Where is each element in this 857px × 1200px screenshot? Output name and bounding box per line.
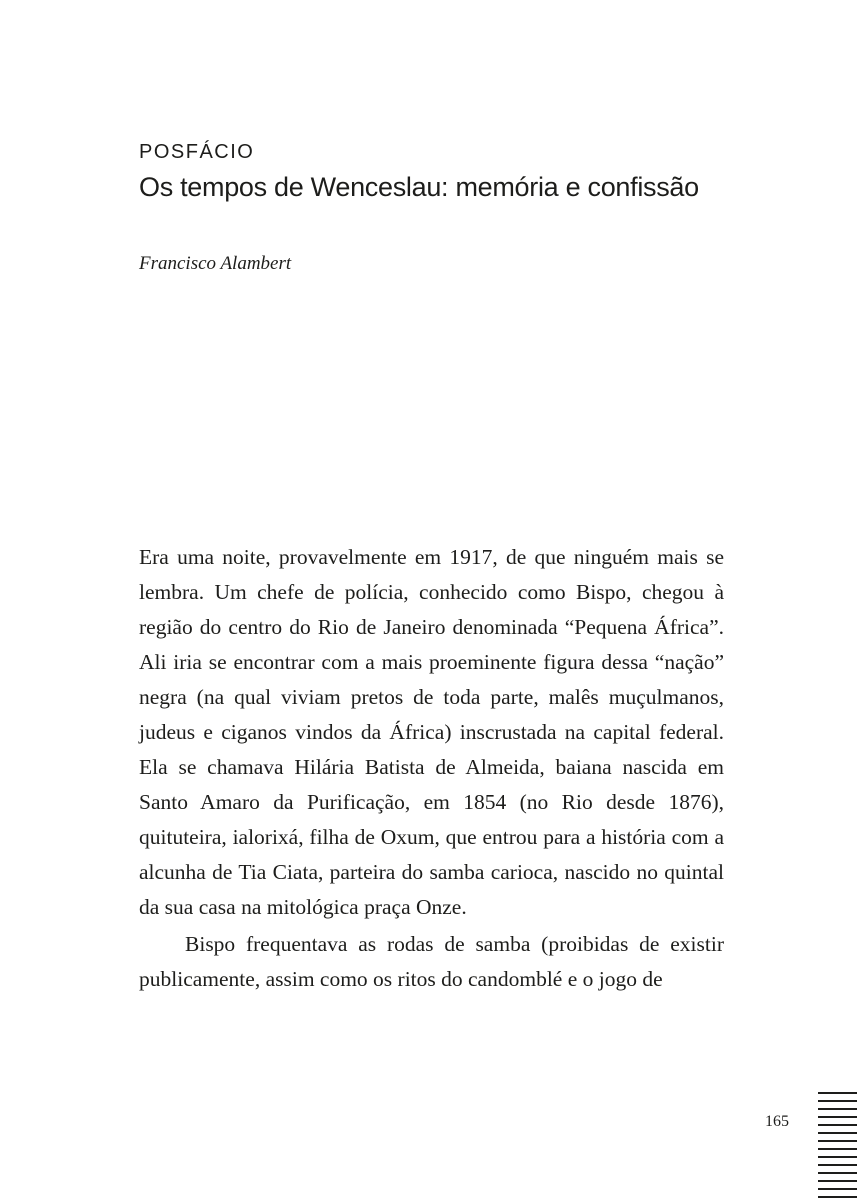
paragraph: Era uma noite, provavelmente em 1917, de que ninguém mais se lembra. Um chefe de polícia, conhecido como Bispo, chegou à região do centro do Rio de Janeiro denominada “Pequena África”. Ali iria se encontrar com a mais proeminente figura dessa “nação” negra (na qual viviam pretos de toda parte, malês muçulmanos, judeus e ciganos vindos da África) inscrustada na capital federal. Ela se chamava Hilária Batista de Almeida, baiana nascida em Santo Amaro da Purificação, em 1854 (no Rio desde 1876), quituteira, ialorixá, filha de Oxum, que entrou para a história com a alcunha de Tia Ciata, parteira do samba carioca, nascido no quintal da sua casa na mitológica praça Onze. xyxy=(139,545,724,919)
thumb-index-stripe xyxy=(818,1156,857,1158)
thumb-index-stripe xyxy=(818,1180,857,1182)
thumb-index-stripe xyxy=(818,1140,857,1142)
thumb-index-stripe xyxy=(818,1188,857,1190)
author-name: Francisco Alambert xyxy=(139,253,292,274)
thumb-index-stripe xyxy=(818,1100,857,1102)
thumb-index-stripe xyxy=(818,1092,857,1094)
paragraph: Bispo frequentava as rodas de samba (proibidas de existir publicamente, assim como os ritos do candomblé e o jogo de xyxy=(139,932,724,991)
body-text xyxy=(139,540,724,997)
thumb-index-stripe xyxy=(818,1148,857,1150)
thumb-index-stripe xyxy=(818,1172,857,1174)
thumb-index-stripe xyxy=(818,1124,857,1126)
page-number: 165 xyxy=(765,1113,789,1130)
thumb-index-stripe xyxy=(818,1108,857,1110)
thumb-index-stripe xyxy=(818,1116,857,1118)
chapter-title: Os tempos de Wenceslau: memória e confissão xyxy=(139,172,699,202)
thumb-index-stripes xyxy=(818,1092,857,1198)
section-label: POSFÁCIO xyxy=(139,141,255,163)
thumb-index-stripe xyxy=(818,1132,857,1134)
thumb-index-stripe xyxy=(818,1164,857,1166)
thumb-index-stripe xyxy=(818,1196,857,1198)
